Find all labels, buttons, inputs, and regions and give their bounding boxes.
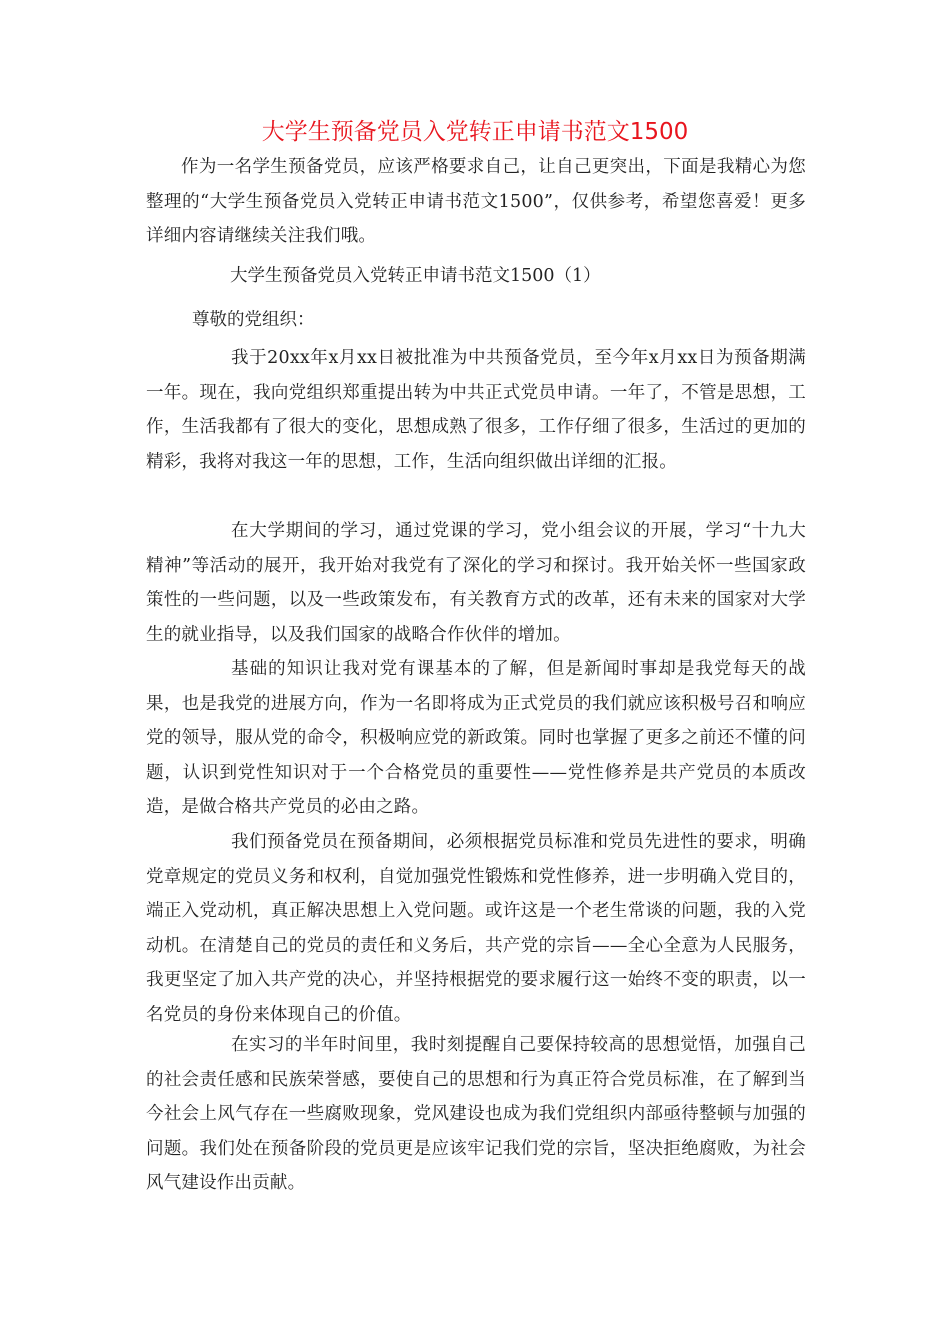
body-paragraph: 在实习的半年时间里，我时刻提醒自己要保持较高的思想觉悟，加强自己的社会责任感和民族荣誉感，要使自己的思想和行为真正符合党员标准，在了解到当今社会上风气存在一些腐败现象，党风建设也成为我们党组织内部亟待整顿与加强的问题。我们处在预备阶段的党员更是应该牢记我们党的宗旨，坚决拒绝腐败，为社会风气建设作出贡献。 <box>146 1035 806 1193</box>
body-paragraph: 我们预备党员在预备期间，必须根据党员标准和党员先进性的要求，明确党章规定的党员义务和权利，自觉加强党性锻炼和党性修养，进一步明确入党目的，端正入党动机，真正解决思想上入党问题。或许这是一个老生常谈的问题，我的入党动机。在清楚自己的党员的责任和义务后，共产党的宗旨——全心全意为人民服务，我更坚定了加入共产党的决心，并坚持根据党的要求履行这一始终不变的职责，以一名党员的身份来体现自己的价值。 <box>146 832 806 1025</box>
body-paragraph: 在大学期间的学习，通过党课的学习，党小组会议的开展，学习“十九大精神”等活动的展开，我开始对我党有了深化的学习和探讨。我开始关怀一些国家政策性的一些问题，以及一些政策发布，有关教育方式的改革，还有未来的国家对大学生的就业指导，以及我们国家的战略合作伙伴的增加。 <box>146 521 806 645</box>
document-title: 大学生预备党员入党转正申请书范文1500 <box>261 119 689 145</box>
section-heading: 大学生预备党员入党转正申请书范文1500（1） <box>230 266 601 286</box>
salutation: 尊敬的党组织： <box>192 310 315 330</box>
intro-paragraph: 作为一名学生预备党员，应该严格要求自己，让自己更突出，下面是我精心为您整理的“大学生预备党员入党转正申请书范文1500”，仅供参考，希望您喜爱！更多详细内容请继续关注我们哦。 <box>146 157 806 246</box>
body-paragraph: 基础的知识让我对党有课基本的了解，但是新闻时事却是我党每天的战果，也是我党的进展方向，作为一名即将成为正式党员的我们就应该积极号召和响应党的领导，服从党的命令，积极响应党的新政策。同时也掌握了更多之前还不懂的问题，认识到党性知识对于一个合格党员的重要性——党性修养是共产党员的本质改造，是做合格共产党员的必由之路。 <box>146 659 806 817</box>
body-paragraph: 我于20xx年x月xx日被批准为中共预备党员，至今年x月xx日为预备期满一年。现在，我向党组织郑重提出转为中共正式党员申请。一年了，不管是思想，工作，生活我都有了很大的变化，思想成熟了很多，工作仔细了很多，生活过的更加的精彩，我将对我这一年的思想，工作，生活向组织做出详细的汇报。 <box>146 348 806 472</box>
